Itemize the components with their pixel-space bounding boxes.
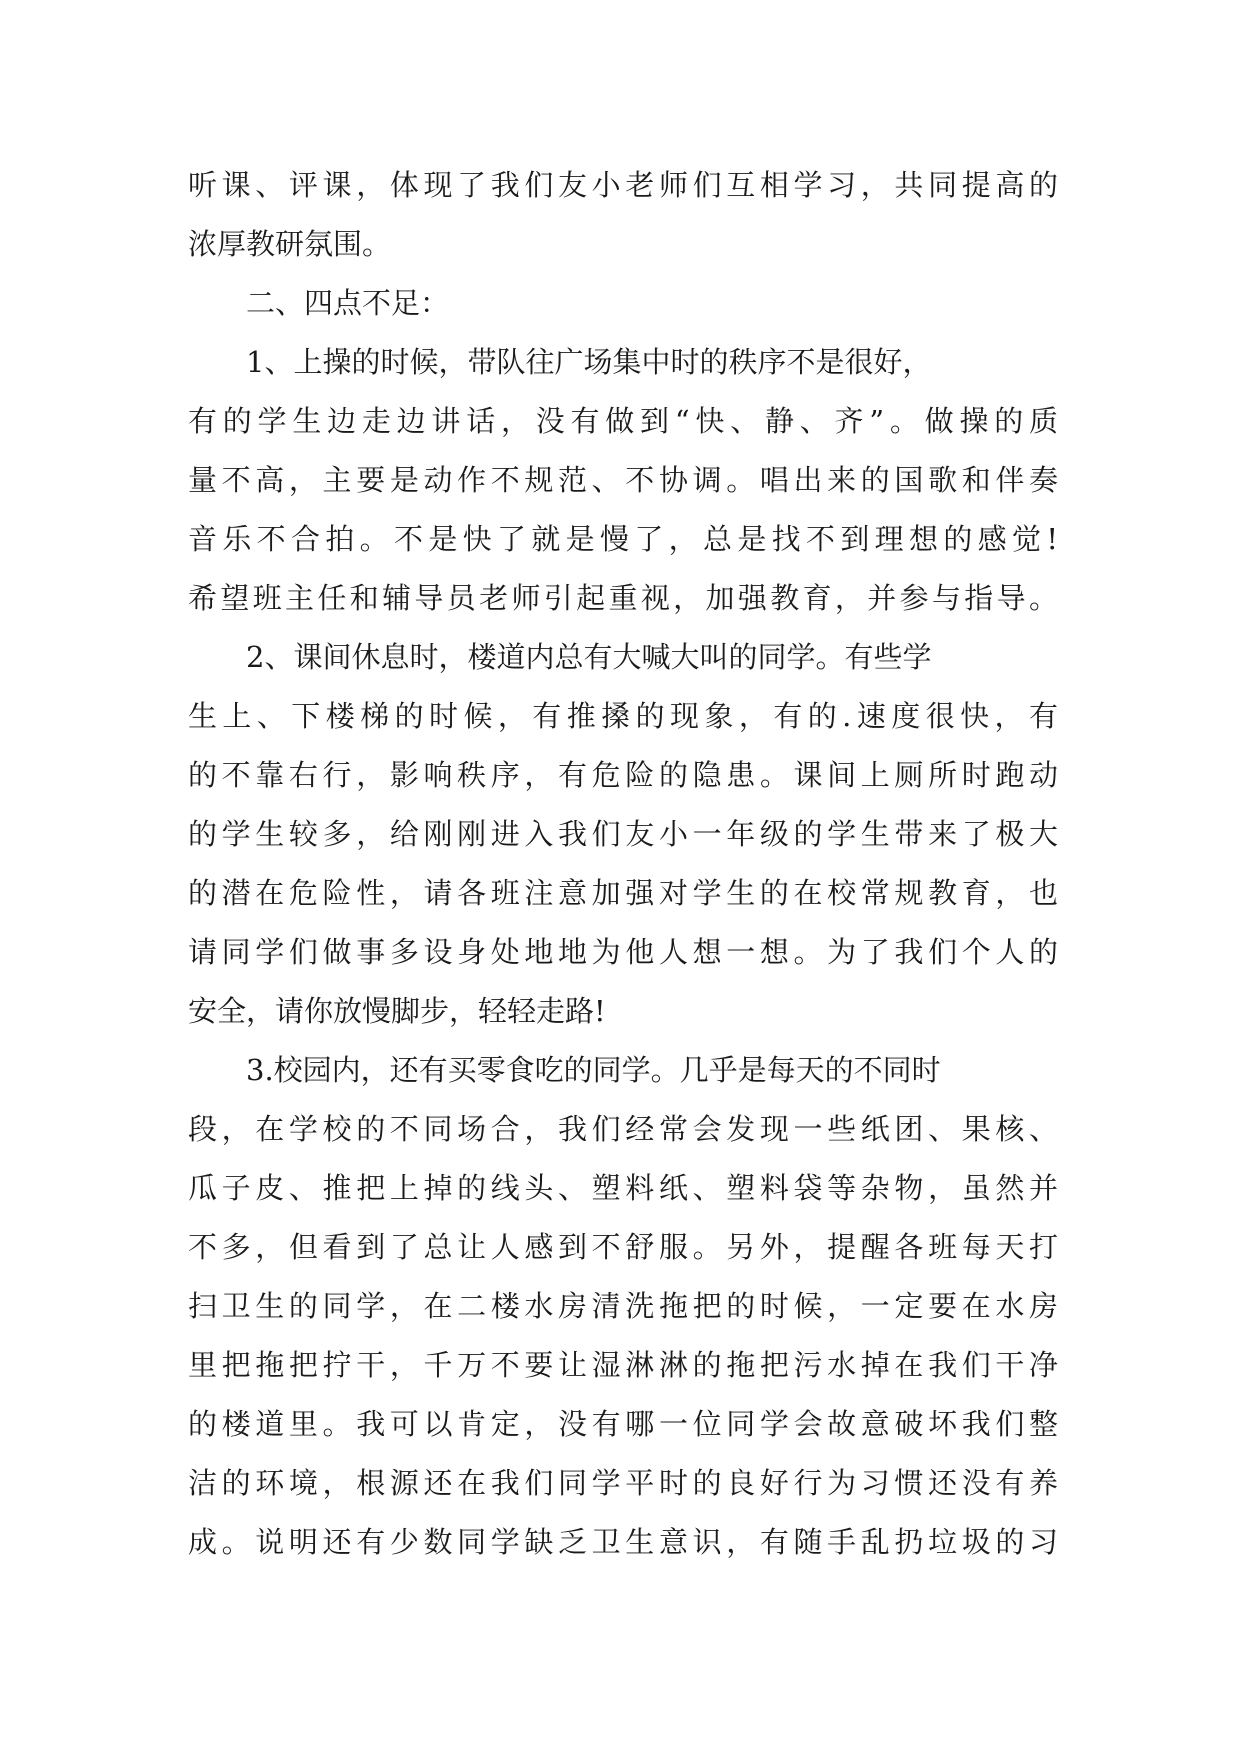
text-line: 里把拖把拧干，千万不要让湿淋淋的拖把污水掉在我们干净 [188, 1348, 1058, 1382]
text-line: 扫卫生的同学，在二楼水房清洗拖把的时候，一定要在水房 [188, 1289, 1058, 1323]
text-line: 1、上操的时候，带队往广场集中时的秩序不是很好， [246, 345, 932, 379]
text-line: 浓厚教研氛围。 [188, 227, 392, 261]
text-line: 洁的环境，根源还在我们同学平时的良好行为习惯还没有养 [188, 1466, 1058, 1500]
text-line: 希望班主任和辅导员老师引起重视，加强教育，并参与指导。 [188, 581, 1058, 615]
text-line: 2、课间休息时，楼道内总有大喊大叫的同学。有些学 [246, 640, 932, 674]
text-line: 的楼道里。我可以肯定，没有哪一位同学会故意破坏我们整 [188, 1407, 1058, 1441]
body-text [188, 156, 1058, 1572]
text-line: 段，在学校的不同场合，我们经常会发现一些纸团、果核、 [188, 1112, 1058, 1146]
text-line: 成。说明还有少数同学缺乏卫生意识，有随手乱扔垃圾的习 [188, 1525, 1058, 1559]
text-line: 的潜在危险性，请各班注意加强对学生的在校常规教育，也 [188, 876, 1058, 910]
text-line: 生上、下楼梯的时候，有推搡的现象，有的.速度很快，有 [188, 699, 1058, 733]
text-line: 的学生较多，给刚刚进入我们友小一年级的学生带来了极大 [188, 817, 1058, 851]
text-line: 3.校园内，还有买零食吃的同学。几乎是每天的不同时 [246, 1053, 941, 1087]
text-line: 安全，请你放慢脚步，轻轻走路! [188, 994, 606, 1028]
text-line: 请同学们做事多设身处地地为他人想一想。为了我们个人的 [188, 935, 1058, 969]
text-line: 听课、评课，体现了我们友小老师们互相学习，共同提高的 [188, 168, 1058, 202]
text-line: 不多，但看到了总让人感到不舒服。另外，提醒各班每天打 [188, 1230, 1058, 1264]
text-line: 的不靠右行，影响秩序，有危险的隐患。课间上厕所时跑动 [188, 758, 1058, 792]
section-heading: 二、四点不足： [246, 286, 450, 320]
text-line: 瓜子皮、推把上掉的线头、塑料纸、塑料袋等杂物，虽然并 [188, 1171, 1058, 1205]
text-line: 有的学生边走边讲话，没有做到“快、静、齐”。做操的质 [188, 404, 1058, 438]
text-line: 音乐不合拍。不是快了就是慢了，总是找不到理想的感觉! [188, 522, 1058, 556]
text-line: 量不高，主要是动作不规范、不协调。唱出来的国歌和伴奏 [188, 463, 1058, 497]
